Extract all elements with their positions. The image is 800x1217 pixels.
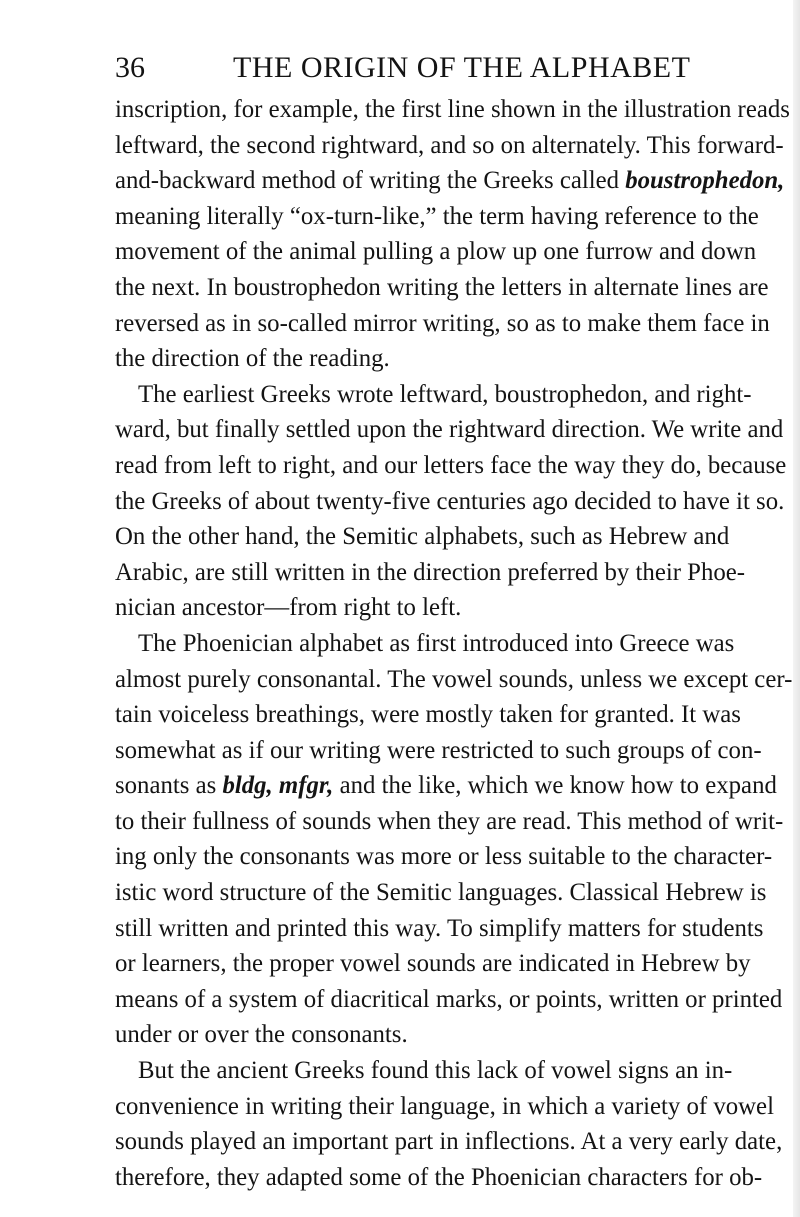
text-line: movement of the animal pulling a plow up one furrow and down bbox=[115, 238, 757, 266]
text-line: The Phoenician alphabet as first introduced into Greece was bbox=[138, 629, 735, 657]
text-line: means of a system of diacritical marks, or points, written or printed bbox=[115, 985, 783, 1013]
text-line: inscription, for example, the first line shown in the illustration reads bbox=[115, 96, 790, 123]
text-line: reversed as in so-called mirror writing, so as to make them face in bbox=[115, 309, 770, 337]
text-line: leftward, the second rightward, and so on alternately. This forward- bbox=[115, 131, 784, 159]
text-line: sonants as bldg, mfgr, and the like, which we know how to expand bbox=[115, 772, 777, 800]
text-line: sounds played an important part in inflections. At a very early date, bbox=[115, 1128, 783, 1156]
italic-term: boustrophedon, bbox=[625, 167, 785, 195]
text-line: the Greeks of about twenty-five centuries ago decided to have it so. bbox=[115, 487, 785, 515]
paragraph bbox=[115, 92, 790, 377]
text-line: and-backward method of writing the Greeks called boustrophedon, bbox=[115, 167, 785, 195]
text-line: The earliest Greeks wrote leftward, boustrophedon, and right- bbox=[138, 380, 752, 408]
paragraph bbox=[115, 377, 787, 626]
running-title: THE ORIGIN OF THE ALPHABET bbox=[233, 51, 691, 84]
text-line: meaning literally “ox-turn-like,” the term having reference to the bbox=[115, 202, 759, 230]
text-line: the next. In boustrophedon writing the letters in alternate lines are bbox=[115, 273, 769, 301]
page-edge bbox=[793, 0, 800, 1217]
paragraph bbox=[115, 626, 793, 1053]
paragraph bbox=[115, 1053, 783, 1195]
running-header bbox=[0, 44, 800, 86]
text-line: still written and printed this way. To simplify matters for students bbox=[115, 914, 764, 942]
text-line: or learners, the proper vowel sounds are indicated in Hebrew by bbox=[115, 950, 751, 978]
text-line: read from left to right, and our letters face the way they do, because bbox=[115, 451, 787, 479]
text-line: ing only the consonants was more or less suitable to the character- bbox=[115, 843, 773, 871]
text-line: istic word structure of the Semitic languages. Classical Hebrew is bbox=[115, 879, 767, 907]
text-line: the direction of the reading. bbox=[115, 345, 390, 373]
text-line: Arabic, are still written in the direction preferred by their Phoe- bbox=[115, 558, 746, 586]
text-line: to their fullness of sounds when they are read. This method of writ- bbox=[115, 807, 784, 835]
text-line: therefore, they adapted some of the Phoenician characters for ob- bbox=[115, 1163, 763, 1191]
page-number: 36 bbox=[115, 51, 145, 84]
text-line: under or over the consonants. bbox=[115, 1021, 408, 1049]
text-line: convenience in writing their language, in which a variety of vowel bbox=[115, 1092, 774, 1120]
body-text bbox=[115, 92, 793, 1195]
text-line: On the other hand, the Semitic alphabets, such as Hebrew and bbox=[115, 523, 730, 551]
text-line: almost purely consonantal. The vowel sounds, unless we except cer- bbox=[115, 665, 793, 693]
text-line: tain voiceless breathings, were mostly taken for granted. It was bbox=[115, 701, 741, 729]
text-line: ward, but finally settled upon the rightward direction. We write and bbox=[115, 416, 784, 444]
text-line: somewhat as if our writing were restricted to such groups of con- bbox=[115, 736, 762, 764]
text-line: But the ancient Greeks found this lack of vowel signs an in- bbox=[138, 1057, 733, 1085]
text-line: nician ancestor—from right to left. bbox=[115, 594, 462, 622]
italic-term: bldg, mfgr, bbox=[222, 772, 334, 800]
